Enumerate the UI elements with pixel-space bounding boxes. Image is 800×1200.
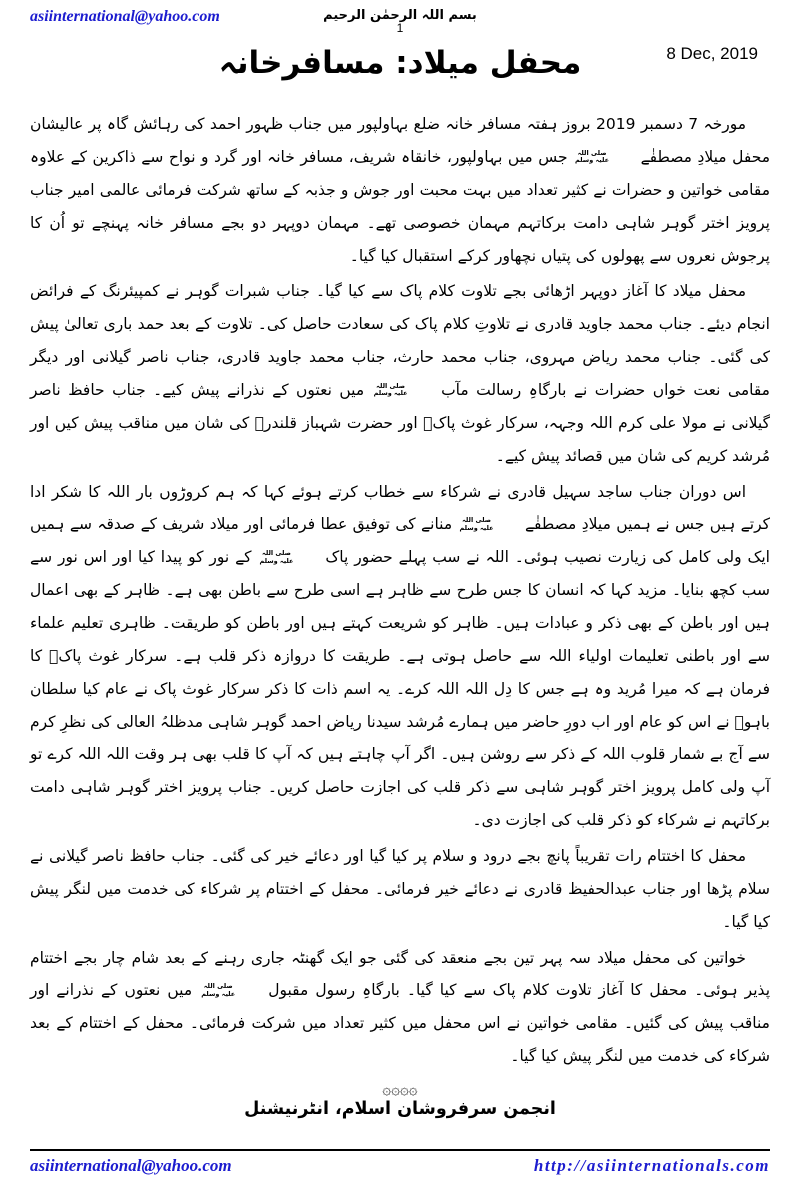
saw-honorific-icon: صلی اللہ علیہ وسلم xyxy=(459,516,494,532)
page-number: 1 xyxy=(396,20,404,35)
paragraph: محفل میلاد کا آغاز دوپہر اڑھائی بجے تلاوت کلام پاک سے کیا گیا۔ جناب شبرات گوہر نے کمپیئرنگ کے فرائض انجام دیئے۔ جناب محمد جاوید قادری نے تلاوتِ کلام پاک کی سعادت حاصل کی۔ تلاوت کے بعد حمد باری تعالیٰ پیش کی گئی۔ جناب محمد ریاض مہروی، جناب محمد حارث، جناب محمد جاوید قادری، جناب ناصر گیلانی اور دیگر مقامی نعت خواں حضرات نے بارگاہِ رسالت مآب صلی اللہ علیہ وسلم میں نعتوں کے نذرانے پیش کیے۔ جناب حافظ ناصر گیلانی نے مولا علی کرم اللہ وجہہ، سرکار غوث پاکؓ اور حضرت شہباز قلندرؒ کی شان میں مناقب پیش کیں اور مُرشد کریم کی شان میں قصائد پیش کیے۔ xyxy=(30,282,770,465)
footer-website-link[interactable]: http://asiinternationals.com xyxy=(533,1156,770,1175)
article-body xyxy=(30,108,770,1076)
document-title: محفل میلاد: مسافرخانہ xyxy=(218,44,582,81)
organization-name: انجمن سرفروشان اسلام، انٹرنیشنل xyxy=(244,1099,556,1120)
paragraph: خواتین کی محفل میلاد سہ پہر تین بجے منعقد کی گئی جو ایک گھنٹہ جاری رہنے کے بعد شام چار بجے اختتام پذیر ہوئی۔ محفل کا آغاز تلاوت کلام پاک سے کیا گیا۔ بارگاہِ رسول مقبول صلی اللہ علیہ وسلم میں نعتوں کے نذرانے اور مناقب پیش کی گئیں۔ مقامی خواتین نے اس محفل میں کثیر تعداد میں شرکت فرمائی۔ محفل کے اختتام کے بعد شرکاء کی خدمت میں لنگر پیش کیا گیا۔ xyxy=(30,948,771,1066)
header-email-link[interactable]: asiinternational@yahoo.com xyxy=(30,8,220,25)
saw-honorific-icon: صلی اللہ علیہ وسلم xyxy=(575,148,610,165)
saw-honorific-icon: صلی اللہ علیہ وسلم xyxy=(373,382,408,398)
bismillah-text: بسم اللہ الرحمٰن الرحیم xyxy=(323,8,477,23)
document-header xyxy=(30,8,770,86)
paragraph: مورخہ 7 دسمبر 2019 بروز ہفتہ مسافر خانہ ضلع بہاولپور میں جناب ظہور احمد کی رہائش گاہ پر عالیشان محفل میلادِ مصطفٰے صلی اللہ علیہ وسلم جس میں بہاولپور، خانقاہ شریف، مسافر خانہ اور گرد و نواح سے ذاکرین کے علاوہ مقامی خواتین و حضرات نے کثیر تعداد میں بہت محبت اور جوش و جذبہ کے ساتھ شرکت فرمائی عالمی امیر جناب پرویز اختر گوہر شاہی دامت برکاتہم مہمان خصوصی تھے۔ مہمان دوپہر دو بجے مسافر خانہ پہنچے تو اُن کا پرجوش نعروں سے پھولوں کی پتیاں نچھاور کرکے استقبال کیا گیا۔ xyxy=(30,115,770,265)
paragraph: محفل کا اختتام رات تقریباً پانچ بجے درود و سلام پر کیا گیا اور دعائے خیر کی گئی۔ جناب حافظ ناصر گیلانی نے سلام پڑھا اور جناب عبدالحفیظ قادری نے دعائے خیر فرمائی۔ محفل کے اختتام پر شرکاء کی خدمت میں لنگر پیش کیا گیا۔ xyxy=(30,847,770,931)
saw-honorific-icon: صلی اللہ علیہ وسلم xyxy=(259,549,294,565)
ornament-stars-icon: ۞۞۞۞ xyxy=(382,1080,418,1099)
document-date: 8 Dec, 2019 xyxy=(666,44,758,63)
footer-email-link[interactable]: asiinternational@yahoo.com xyxy=(30,1156,232,1175)
document-footer xyxy=(30,1149,770,1200)
saw-honorific-icon: صلی اللہ علیہ وسلم xyxy=(201,982,236,998)
paragraph: اس دوران جناب ساجد سہیل قادری نے شرکاء سے خطاب کرتے ہوئے کہا کہ ہم کروڑوں بار اللہ کا شکر ادا کرتے ہیں جس نے ہمیں میلادِ مصطفٰے صلی اللہ علیہ وسلم منانے کی توفیق عطا فرمائی اور میلاد شریف کے صدقہ سے ہمیں ایک ولی کامل کی زیارت نصیب ہوئی۔ اللہ نے سب پہلے حضور پاک صلی اللہ علیہ وسلم کے نور کو پیدا کیا اور اس نور سے سب کچھ بنایا۔ مزید کہا کہ انسان کا جس طرح سے ظاہر ہے اسی طرح سے باطن بھی ہے۔ ظاہر کے بھی اعمال ہیں اور باطن کے بھی ذکر و عبادات ہیں۔ ظاہر کو شریعت کہتے ہیں اور باطن کو طریقت۔ ظاہری تعلیم علماء سے اور باطنی تعلیمات اولیاء اللہ سے حاصل ہوتی ہے۔ طریقت کا دروازہ ذکر قلب ہے۔ سرکار غوث پاکؒ کا فرمان ہے کہ میرا مُرید وہ ہے جس کا دِل اللہ اللہ کرے۔ یہ اسم ذات کا ذکر سرکار غوث پاک نے عام کیا سلطان باہوؒ نے اس کو عام اور اب دورِ حاضر میں ہمارے مُرشد سیدنا ریاض احمد گوہر شاہی مدظلہُ العالی کی نظرِ کرم سے آج بے شمار قلوب اللہ کے ذکر سے روشن ہیں۔ اگر آپ چاہتے ہیں کہ آپ کا قلب بھی ہر وقت اللہ اللہ کرے تو آپ ولی کامل پرویز اختر گوہر شاہی سے ذکر قلب کی اجازت حاصل کریں۔ جناب پرویز اختر گوہر شاہی دامت برکاتہم نے شرکاء کو ذکر قلب کی اجازت دی۔ xyxy=(30,482,770,830)
footer-divider xyxy=(30,1149,770,1151)
